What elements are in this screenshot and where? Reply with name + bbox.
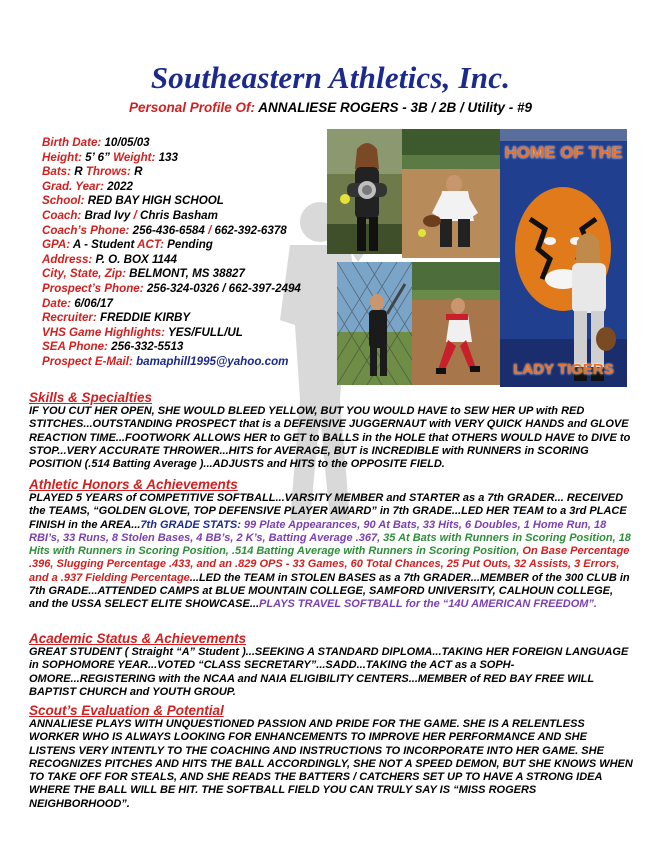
scout-section (29, 703, 634, 811)
skills-section (29, 390, 634, 471)
profile-subtitle (0, 100, 661, 115)
coach-phone-row: Coach’s Phone: 256-436-6584 / 662-392-6378 (42, 223, 287, 237)
photo-fielding (402, 129, 500, 258)
date-row: Date: 6/06/17 (42, 296, 113, 310)
recruiter-row: Recruiter: FREDDIE KIRBY (42, 311, 191, 325)
sea-phone-row: SEA Phone: 256-332-5513 (42, 340, 184, 354)
scout-body: ANNALIESE PLAYS WITH UNQUESTIONED PASSION AND PRIDE FOR THE GAME. SHE IS A RELENTLESS WORKER WHO IS ALWAYS LOOKING FOR ENHANCEMENTS TO IMPROVE HER PERFORMANCE AND SHE LISTENS VERY INTENTLY TO THE COACHING AND INSTRUCTIONS TO INCORPORATE INTO HER GAME. SHE RECOGNIZES PITCHES AND HITS THE BALL ACCORDINGLY, SHE NOT A SPEED DEMON, BUT SHE KNOWS WHEN TO TAKE OFF FOR STEALS, AND SHE READS THE BATTERS / CATCHERS SET UP TO HAVE A STRONG IDEA WHERE THE BALL WILL BE HIT. THE SOFTBALL FIELD YOU CAN TRULY SAY IS “MISS ROGERS NEIGHBORHOOD”. (29, 718, 633, 810)
photo-lady-tigers-banner (500, 129, 627, 387)
athletic-body: PLAYED 5 YEARS of COMPETITIVE SOFTBALL...VARSITY MEMBER and STARTER as a 7th GRADER... RECEIVED the TEAMS, “GOLDEN GLOVE, TOP DEFENSIVE PLAYER AWARD” in 7th GRADE...LED HER TEAM to a 3rd PLACE FINISH in the AREA...7th GRADE STATS: 99 Plate Appearances, 90 At Bats, 33 Hits, 6 Doubles, 1 Home Run, 18 RBI’s, 33 Runs, 8 Stolen Bases, 4 BB’s, 2 K’s, Batting Average .367, 35 At Bats with Runners in Scoring Position, 18 Hits with Runners in Scoring Position, .514 Batting Average with Runners in Scoring Position, On Base Percentage .396, Slugging Percentage .433, and an .829 OPS - 33 Games, 60 Total Chances, 25 Put Outs, 32 Assists, 3 Errors, and a .937 Fielding Percentage...LED the TEAM in STOLEN BASES as a 7th GRADER...MEMBER of the 300 CLUB in 7th GRADE...ATTENDED CAMPS at BLUE MOUNTAIN COLLEGE, SAMFORD UNIVERSITY, CALHOUN COLLEGE, and the USSA SELECT ELITE SHOWCASE...PLAYS TRAVEL SOFTBALL for the “14U AMERICAN FREEDOM”. (29, 492, 631, 611)
address-row: Address: P. O. BOX 1144 (42, 252, 177, 266)
city-state-zip-row: City, State, Zip: BELMONT, MS 38827 (42, 267, 245, 281)
academic-section (29, 631, 634, 699)
photo-running-bases (412, 262, 500, 385)
profile-label: Personal Profile Of: (128, 100, 255, 115)
prospect-phone-row: Prospect’s Phone: 256-324-0326 / 662-397-2494 (42, 281, 301, 295)
height-weight-row: Height: 5’ 6” Weight: 133 (42, 150, 178, 164)
profile-details (42, 136, 301, 370)
skills-body: IF YOU CUT HER OPEN, SHE WOULD BLEED YELLOW, BUT YOU WOULD HAVE to SEW HER UP with RED STITCHES...OUTSTANDING PROSPECT that is a DEFENSIVE JUGGERNAUT with VERY QUICK HANDS and GLOVE REACTION TIME...FOOTWORK ALLOWS HER to GET to BALLS in the HOLE that OTHERS WOULD HAVE to DIVE to STOP...VERY ACCURATE THROWER...HITS for AVERAGE, BUT is INCREDIBLE with RUNNERS in SCORING POSITION (.514 Batting Average )...ADJUSTS and HITS to the OPPOSITE FIELD. (29, 405, 631, 471)
academic-heading: Academic Status & Achievements (29, 631, 247, 646)
company-title: Southeastern Athletics, Inc. (150, 60, 511, 95)
photo-award-belt (327, 129, 402, 254)
banner-text-bottom: LADY TIGERS (513, 361, 614, 378)
stats-batting: 99 Plate Appearances, 90 At Bats, 33 Hits, 6 Doubles, 1 Home Run, 18 RBI’s, 33 Runs, 8 Stolen Bases, 4 BB’s, 2 K’s, Batting Average .367, (29, 518, 607, 544)
photo-batting-cage (337, 262, 412, 385)
stats-fielding: On Base Percentage .396, Slugging Percentage .433, and an .829 OPS - 33 Games, 60 Total Chances, 25 Put Outs, 32 Assists, 3 Errors, and a .937 Fielding Percentage (29, 545, 630, 584)
email-link[interactable]: bamaphill1995@yahoo.com (132, 354, 289, 368)
bats-throws-row: Bats: R Throws: R (42, 165, 143, 179)
gpa-act-row: GPA: A - Student ACT: Pending (42, 238, 213, 252)
academic-body: GREAT STUDENT ( Straight “A” Student )...SEEKING A STANDARD DIPLOMA...TAKING HER FOREIGN LANGUAGE in SOPHOMORE YEAR...VOTED “CLASS SECRETARY”...SADD...TAKING the ACT as a SOPH-OMORE...REGISTERING with the NCAA and NAIA ELIGIBILITY CENTERS...MEMBER of RED BAY FREE WILL BAPTIST CHURCH and YOUTH GROUP. (29, 646, 629, 698)
birth-date-row: Birth Date: 10/05/03 (42, 136, 150, 149)
highlights-row: VHS Game Highlights: YES/FULL/UL (42, 325, 243, 339)
travel-team: PLAYS TRAVEL SOFTBALL for the “14U AMERICAN FREEDOM”. (259, 598, 597, 611)
grad-year-row: Grad. Year: 2022 (42, 179, 133, 193)
athletic-section (29, 477, 634, 612)
stats-label: 7th GRADE STATS: (140, 518, 241, 531)
athletic-heading: Athletic Honors & Achievements (29, 477, 238, 492)
coach-row: Coach: Brad Ivy / Chris Basham (42, 208, 218, 222)
email-row: Prospect E-Mail: bamaphill1995@yahoo.com (42, 354, 289, 368)
school-row: School: RED BAY HIGH SCHOOL (42, 194, 224, 208)
stats-risp: 35 At Bats with Runners in Scoring Position, 18 Hits with Runners in Scoring Position, .514 Batting Average with Runners in Scoring Position, (29, 531, 631, 558)
banner-text-top: HOME OF THE (504, 143, 623, 162)
player-name-position: ANNALIESE ROGERS - 3B / 2B / Utility - #9 (254, 100, 533, 115)
scout-heading: Scout’s Evaluation & Potential (29, 703, 224, 718)
skills-heading: Skills & Specialties (29, 390, 153, 405)
